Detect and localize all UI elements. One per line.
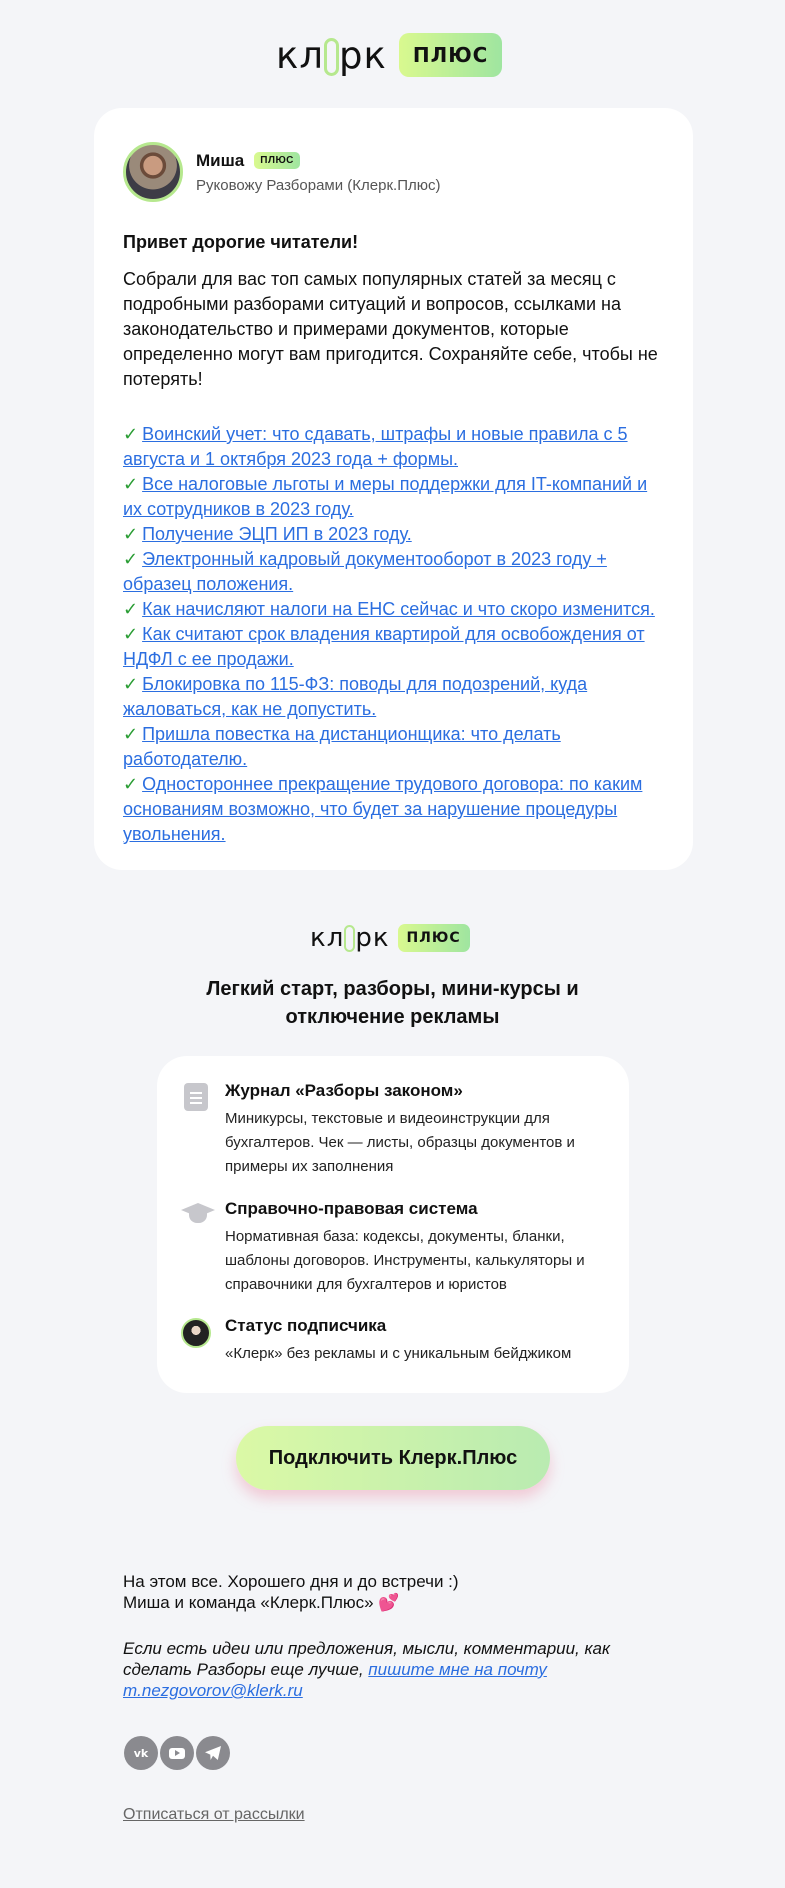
author-info: [196, 151, 440, 194]
check-icon: ✓: [123, 474, 139, 494]
klerk-plus-logo-small[interactable]: [310, 920, 470, 956]
article-link[interactable]: Получение ЭЦП ИП в 2023 году.: [142, 524, 412, 544]
article-item: [123, 472, 664, 522]
features-card: [157, 1056, 629, 1393]
logo-wordmark: кл рк: [310, 923, 390, 953]
check-icon: ✓: [123, 524, 139, 544]
subscriber-avatar-icon: [181, 1318, 211, 1348]
logo-plus-badge: ПЛЮС: [399, 33, 503, 77]
feedback-note: [123, 1638, 643, 1701]
check-icon: ✓: [123, 599, 139, 619]
article-link[interactable]: Воинский учет: что сдавать, штрафы и новые правила с 5 августа и 1 октября 2023 года + формы.: [123, 424, 628, 469]
feature-description: «Клерк» без рекламы и с уникальным бейджиком: [225, 1345, 572, 1362]
article-link[interactable]: Пришла повестка на дистанционщика: что делать работодателю.: [123, 724, 561, 769]
article-link[interactable]: Как начисляют налоги на ЕНС сейчас и что скоро изменится.: [142, 599, 655, 619]
check-icon: ✓: [123, 724, 139, 744]
play-icon: [169, 1748, 185, 1759]
author-role: Руковожу Разборами (Клерк.Плюс): [196, 176, 441, 194]
paperclip-icon: [324, 38, 339, 76]
plus-section-title: Легкий старт, разборы, мини-курсы и отключение рекламы: [206, 978, 579, 1028]
article-link[interactable]: Одностороннее прекращение трудового договора: по каким основаниям возможно, что будет за нарушение процедуры увольнения.: [123, 774, 643, 844]
feature-title: Журнал «Разборы законом»: [225, 1081, 463, 1100]
article-item: [123, 522, 664, 547]
check-icon: ✓: [123, 424, 139, 444]
heart-icon: 💕: [378, 1593, 400, 1612]
klerk-plus-logo[interactable]: [276, 30, 502, 80]
author-name: Миша: [196, 150, 245, 170]
article-item: [123, 722, 664, 772]
greeting: Привет дорогие читатели!: [123, 232, 359, 252]
feature-description: Нормативная база: кодексы, документы, бланки, шаблоны договоров. Инструменты, калькуляторы и справочники для бухгалтеров и юристов: [225, 1228, 585, 1293]
youtube-icon[interactable]: [160, 1736, 194, 1770]
feature-title: Справочно-правовая система: [225, 1199, 478, 1218]
check-icon: ✓: [123, 674, 139, 694]
check-icon: ✓: [123, 624, 139, 644]
article-link[interactable]: Электронный кадровый документооборот в 2023 году + образец положения.: [123, 549, 607, 594]
logo-wordmark: кл рк: [276, 33, 387, 77]
article-link[interactable]: Как считают срок владения квартирой для освобождения от НДФЛ с ее продажи.: [123, 624, 645, 669]
article-link[interactable]: Все налоговые льготы и меры поддержки для IT-компаний и их сотрудников в 2023 году.: [123, 474, 648, 519]
feature-subscriber-status: [181, 1316, 609, 1366]
signoff-line-2: Миша и команда «Клерк.Плюс»: [123, 1593, 374, 1612]
logo-plus-badge: ПЛЮС: [398, 924, 470, 952]
author-block: [123, 142, 664, 202]
article-link[interactable]: Блокировка по 115-ФЗ: поводы для подозрений, куда жаловаться, как не допустить.: [123, 674, 588, 719]
telegram-icon[interactable]: [196, 1736, 230, 1770]
article-item: [123, 422, 664, 472]
subscribe-plus-button[interactable]: Подключить Клерк.Плюс: [236, 1426, 550, 1490]
article-item: [123, 547, 664, 597]
signoff-line-1: На этом все. Хорошего дня и до встречи :): [123, 1572, 459, 1591]
social-links: [124, 1736, 232, 1770]
article-item: [123, 597, 664, 622]
article-list: [123, 422, 664, 847]
author-name-row: [196, 151, 440, 171]
feature-legal-system: [181, 1199, 609, 1297]
paperclip-icon: [344, 925, 355, 952]
article-item: [123, 672, 664, 722]
check-icon: ✓: [123, 549, 139, 569]
unsubscribe-link[interactable]: Отписаться от рассылки: [123, 1806, 305, 1823]
feedback-email-link[interactable]: пишите мне на почту m.nezgovorov@klerk.ru: [123, 1660, 547, 1700]
vk-icon[interactable]: vk: [124, 1736, 158, 1770]
feedback-text: Если есть идеи или предложения, мысли, комментарии, как сделать Разборы еще лучше,: [123, 1639, 611, 1679]
graduation-cap-icon: [181, 1203, 211, 1229]
document-icon: [184, 1083, 208, 1111]
digest-card: [94, 108, 693, 870]
author-avatar: [123, 142, 183, 202]
feature-journal: [181, 1081, 609, 1179]
feature-title: Статус подписчика: [225, 1316, 387, 1335]
article-item: [123, 622, 664, 672]
check-icon: ✓: [123, 774, 139, 794]
author-plus-badge: ПЛЮС: [254, 152, 300, 169]
intro-text: Собрали для вас топ самых популярных статей за месяц с подробными разборами ситуаций и вопросов, ссылками на законодательство и примерами документов, которые определенно могут вам пригодится. Сохраняйте себе, чтобы не потерять!: [123, 269, 658, 389]
article-item: [123, 772, 664, 847]
signoff: [123, 1571, 459, 1613]
paper-plane-icon: [205, 1746, 221, 1760]
feature-description: Миникурсы, текстовые и видеоинструкции для бухгалтеров. Чек — листы, образцы документов и примеры их заполнения: [225, 1110, 575, 1175]
